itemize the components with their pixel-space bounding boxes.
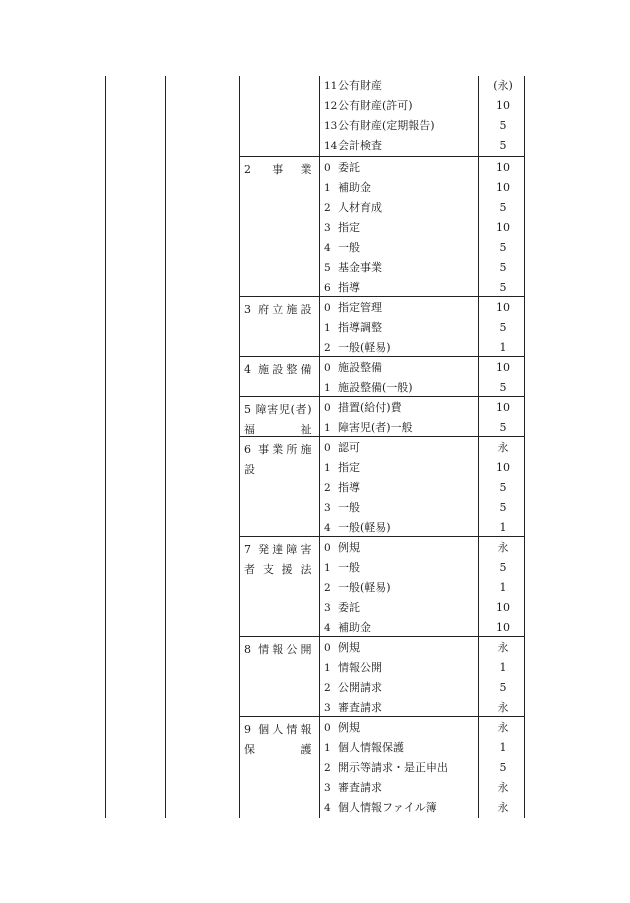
item-number: 4	[324, 522, 331, 534]
retention-period: 10	[496, 601, 510, 614]
retention-period: 10	[496, 181, 510, 194]
category-group	[239, 436, 524, 537]
table-row	[319, 76, 524, 96]
retention-period: 永	[497, 781, 509, 794]
retention-period: 5	[499, 261, 507, 274]
item-name: 一般(軽易)	[338, 521, 391, 534]
item-number: 1	[324, 562, 331, 574]
item-name: 委託	[338, 161, 360, 174]
item-name: 審査請求	[338, 781, 382, 794]
column-rule	[239, 76, 240, 818]
item-name: 例規	[338, 641, 360, 654]
table-row	[319, 438, 524, 458]
retention-period: 5	[499, 139, 507, 152]
item-name: 公有財産(定期報告)	[338, 119, 435, 132]
retention-period: 10	[496, 301, 510, 314]
table-row	[319, 136, 524, 156]
category-group	[239, 76, 524, 156]
item-number: 2	[324, 762, 331, 774]
table-row	[319, 418, 524, 438]
category-label: 3 府立施設	[244, 303, 312, 316]
item-number: 1	[324, 422, 331, 434]
retention-period: 1	[499, 741, 507, 754]
retention-period: 5	[499, 321, 507, 334]
item-number: 6	[324, 282, 331, 294]
item-number: 2	[324, 582, 331, 594]
item-name: 一般	[338, 561, 360, 574]
category-group	[239, 536, 524, 637]
table-row	[319, 518, 524, 538]
table-row	[319, 738, 524, 758]
table-row	[319, 318, 524, 338]
item-name: 措置(給付)費	[338, 401, 402, 414]
item-name: 情報公開	[338, 661, 382, 674]
retention-period: 10	[496, 621, 510, 634]
item-name: 開示等請求・是正申出	[338, 761, 448, 774]
item-name: 例規	[338, 721, 360, 734]
item-name: 公開請求	[338, 681, 382, 694]
table-row	[319, 718, 524, 738]
table-row	[319, 658, 524, 678]
table-row	[319, 578, 524, 598]
item-number: 0	[324, 162, 331, 174]
category-group	[239, 716, 524, 817]
item-name: 指導	[338, 281, 360, 294]
table-row	[319, 338, 524, 358]
retention-period: 5	[499, 241, 507, 254]
table-row	[319, 458, 524, 478]
item-name: 会計検査	[338, 139, 382, 152]
category-label: 7 発達障害者支援法	[244, 543, 312, 576]
table-row	[319, 398, 524, 418]
item-number: 0	[324, 542, 331, 554]
item-name: 補助金	[338, 181, 371, 194]
item-name: 指定管理	[338, 301, 382, 314]
retention-period: (永)	[493, 79, 513, 92]
item-number: 1	[324, 382, 331, 394]
category-group	[239, 356, 524, 397]
item-number: 1	[324, 742, 331, 754]
retention-period: 5	[499, 381, 507, 394]
table-row	[319, 278, 524, 298]
item-name: 個人情報保護	[338, 741, 404, 754]
table-row	[319, 116, 524, 136]
table-row	[319, 258, 524, 278]
item-name: 一般(軽易)	[338, 581, 391, 594]
table-row	[319, 778, 524, 798]
table-row	[319, 96, 524, 116]
item-name: 公有財産	[338, 79, 382, 92]
retention-period: 5	[499, 681, 507, 694]
item-name: 例規	[338, 541, 360, 554]
table-row	[319, 758, 524, 778]
item-number: 13	[324, 120, 338, 132]
item-number: 3	[324, 702, 331, 714]
retention-period: 10	[496, 99, 510, 112]
item-name: 指定	[338, 461, 360, 474]
retention-period: 永	[497, 721, 509, 734]
item-number: 2	[324, 342, 331, 354]
retention-period: 5	[499, 501, 507, 514]
retention-period: 5	[499, 281, 507, 294]
item-number: 0	[324, 442, 331, 454]
retention-period: 10	[496, 221, 510, 234]
category-group	[239, 296, 524, 357]
column-rule	[105, 76, 106, 818]
retention-period: 永	[497, 441, 509, 454]
item-number: 2	[324, 682, 331, 694]
item-name: 障害児(者)一般	[338, 421, 413, 434]
retention-period: 永	[497, 641, 509, 654]
table-row	[319, 178, 524, 198]
column-rule	[319, 76, 320, 818]
item-name: 基金事業	[338, 261, 382, 274]
table-row	[319, 298, 524, 318]
item-name: 委託	[338, 601, 360, 614]
retention-period: 1	[499, 341, 507, 354]
table-row	[319, 378, 524, 398]
item-name: 一般	[338, 501, 360, 514]
table-row	[319, 238, 524, 258]
retention-period: 永	[497, 801, 509, 814]
item-number: 1	[324, 662, 331, 674]
retention-period: 永	[497, 701, 509, 714]
retention-period: 永	[497, 541, 509, 554]
table-row	[319, 218, 524, 238]
item-number: 1	[324, 462, 331, 474]
category-label: 4 施設整備	[244, 363, 312, 376]
table-row	[319, 638, 524, 658]
category-group	[239, 156, 524, 297]
table-row	[319, 498, 524, 518]
retention-schedule-table	[105, 76, 524, 818]
item-number: 0	[324, 642, 331, 654]
item-name: 審査請求	[338, 701, 382, 714]
table-row	[319, 198, 524, 218]
retention-period: 10	[496, 361, 510, 374]
retention-period: 1	[499, 581, 507, 594]
table-row	[319, 158, 524, 178]
item-name: 個人情報ファイル簿	[338, 801, 437, 814]
item-name: 公有財産(許可)	[338, 99, 413, 112]
category-group	[239, 636, 524, 717]
retention-period: 5	[499, 561, 507, 574]
retention-period: 10	[496, 161, 510, 174]
table-row	[319, 538, 524, 558]
item-number: 3	[324, 602, 331, 614]
retention-period: 1	[499, 661, 507, 674]
table-row	[319, 698, 524, 718]
item-name: 一般	[338, 241, 360, 254]
retention-period: 5	[499, 761, 507, 774]
item-number: 14	[324, 140, 338, 152]
item-number: 4	[324, 242, 331, 254]
category-label: 5 障害児(者)福祉	[244, 403, 312, 436]
item-number: 2	[324, 482, 331, 494]
table-row	[319, 478, 524, 498]
item-number: 1	[324, 322, 331, 334]
item-number: 12	[324, 100, 338, 112]
retention-period: 10	[496, 401, 510, 414]
item-name: 一般(軽易)	[338, 341, 391, 354]
retention-period: 5	[499, 481, 507, 494]
table-row	[319, 358, 524, 378]
item-number: 3	[324, 782, 331, 794]
category-label: 8 情報公開	[244, 643, 312, 656]
item-number: 0	[324, 722, 331, 734]
table-row	[319, 558, 524, 578]
item-name: 補助金	[338, 621, 371, 634]
retention-period: 5	[499, 201, 507, 214]
column-rule	[478, 76, 479, 818]
item-number: 0	[324, 402, 331, 414]
item-number: 5	[324, 262, 331, 274]
item-number: 3	[324, 502, 331, 514]
item-number: 1	[324, 182, 331, 194]
item-number: 4	[324, 622, 331, 634]
category-label: 2 事業	[244, 163, 312, 176]
item-name: 指導	[338, 481, 360, 494]
item-name: 人材育成	[338, 201, 382, 214]
item-name: 認可	[338, 441, 360, 454]
item-number: 0	[324, 302, 331, 314]
item-number: 2	[324, 202, 331, 214]
item-name: 指定	[338, 221, 360, 234]
table-row	[319, 798, 524, 818]
item-number: 3	[324, 222, 331, 234]
retention-period: 1	[499, 521, 507, 534]
item-number: 0	[324, 362, 331, 374]
category-label: 9 個人情報保護	[244, 723, 312, 756]
table-row	[319, 618, 524, 638]
table-row	[319, 598, 524, 618]
item-name: 施設整備(一般)	[338, 381, 413, 394]
column-rule	[165, 76, 166, 818]
category-group	[239, 396, 524, 437]
item-number: 4	[324, 802, 331, 814]
item-name: 指導調整	[338, 321, 382, 334]
item-number: 11	[324, 80, 338, 92]
table-row	[319, 678, 524, 698]
retention-period: 10	[496, 461, 510, 474]
retention-period: 5	[499, 421, 507, 434]
column-rule	[524, 76, 525, 818]
retention-period: 5	[499, 119, 507, 132]
category-label: 6 事業所施設	[244, 443, 312, 476]
item-name: 施設整備	[338, 361, 382, 374]
